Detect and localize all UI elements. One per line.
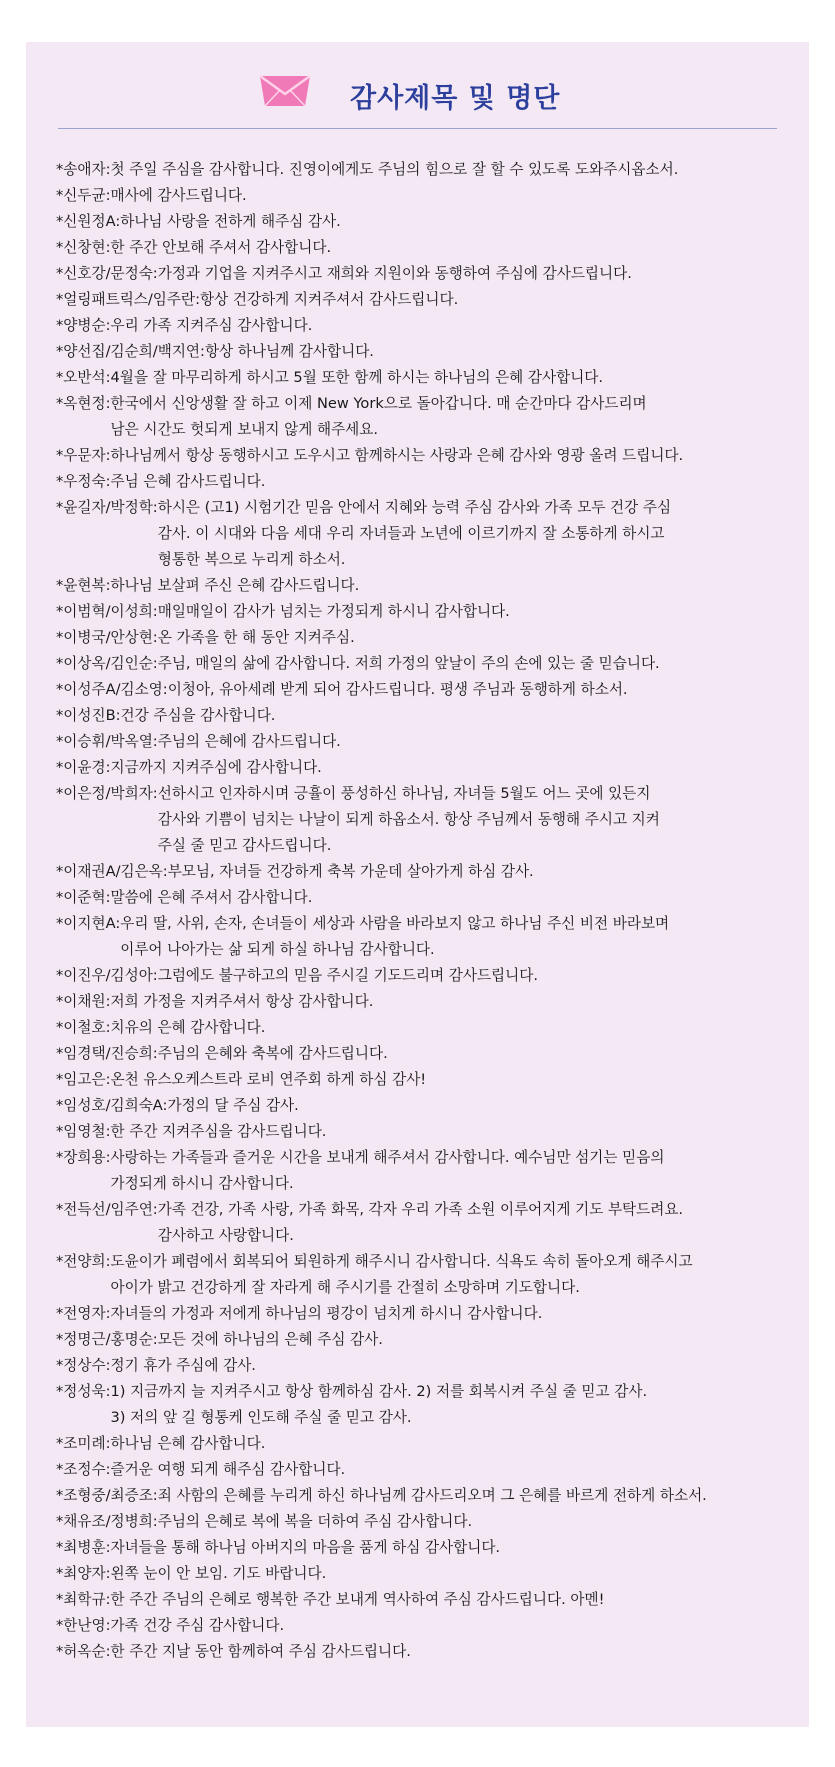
entry-text-line: 주님, 매일의 삶에 감사합니다. 저희 가정의 앞날이 주의 손에 있는 줄 믿습니다. [157, 655, 660, 672]
entry-text-line: 감사하고 사랑합니다. [157, 1227, 294, 1244]
entry-text-line: 가족 건강, 가족 사랑, 가족 화목, 각자 우리 가족 소원 이루어지게 기도 부탁드려요. [157, 1201, 684, 1218]
entry-text [111, 157, 796, 183]
entry-name: *옥현정: [56, 395, 111, 412]
list-item [56, 729, 796, 755]
list-item [56, 573, 796, 599]
entry-text [111, 1145, 796, 1197]
page-title: 감사제목 및 명단 [350, 83, 561, 114]
entry-name: *허옥순: [56, 1643, 111, 1660]
list-item [56, 1067, 796, 1093]
thanks-list [56, 157, 796, 1665]
entry-text-line: 지금까지 지켜주심에 감사합니다. [110, 759, 322, 776]
entry-name: *조형중/최증조: [56, 1487, 158, 1504]
list-item [56, 469, 796, 495]
entry-text-line: 우리 딸, 사위, 손자, 손녀들이 세상과 사람을 바라보지 않고 하나님 주신 비전 바라보며 [120, 915, 670, 932]
title-divider [58, 128, 777, 129]
list-item [56, 1353, 796, 1379]
list-item [56, 183, 796, 209]
list-item [56, 1249, 796, 1301]
entry-text-line: 부모님, 자녀들 건강하게 축복 가운데 살아가게 하심 감사. [167, 863, 534, 880]
entry-name: *얼링패트릭스/임주란: [56, 291, 201, 308]
entry-text-line: 이청아, 유아세례 받게 되어 감사드립니다. 평생 주님과 동행하게 하소서. [167, 681, 628, 698]
entry-text-line: 주님의 은혜로 복에 복을 더하여 주심 감사합니다. [157, 1513, 473, 1530]
entry-text [121, 703, 796, 729]
list-item [56, 1613, 796, 1639]
entry-name: *신원정A: [56, 213, 121, 230]
entry-text [158, 599, 796, 625]
entry-text-line: 가정과 기업을 지켜주시고 재희와 지원이와 동행하여 주심에 감사드립니다. [157, 265, 632, 282]
entry-name: *전영자: [56, 1305, 111, 1322]
list-item [56, 339, 796, 365]
entry-text-line: 주님의 은혜에 감사드립니다. [157, 733, 341, 750]
list-item [56, 677, 796, 703]
entry-text-line: 주실 줄 믿고 감사드립니다. [157, 837, 332, 854]
entry-text [158, 963, 796, 989]
list-item [56, 1509, 796, 1535]
list-item [56, 989, 796, 1015]
list-item [56, 1457, 796, 1483]
entry-text-line: 정기 휴가 주심에 감사. [110, 1357, 256, 1374]
entry-text [111, 365, 796, 391]
entry-name: *이성주A/김소영: [56, 681, 168, 698]
entry-name: *이진우/김성아: [56, 967, 158, 984]
entry-text [158, 625, 796, 651]
entry-text-line: 하나님께서 항상 동행하시고 도우시고 함께하시는 사랑과 은혜 감사와 영광 올려 드립니다. [110, 447, 684, 464]
entry-name: *이철호: [56, 1019, 111, 1036]
list-item [56, 1379, 796, 1431]
entry-text-line: 감사. 이 시대와 다음 세대 우리 자녀들과 노년에 이르기까지 잘 소통하게 하시고 [157, 525, 665, 542]
entry-name: *정명근/홍명순: [56, 1331, 158, 1348]
entry-text [111, 1015, 796, 1041]
entry-name: *이윤경: [56, 759, 111, 776]
entry-text [120, 209, 796, 235]
entry-text [111, 1613, 796, 1639]
entry-name: *임고은: [56, 1071, 111, 1088]
entry-text [158, 1509, 796, 1535]
entry-text [158, 261, 796, 287]
list-item [56, 1587, 796, 1613]
header [26, 42, 809, 132]
list-item [56, 781, 796, 859]
entry-text [111, 1431, 796, 1457]
entry-text [111, 1301, 796, 1327]
entry-text [111, 1535, 796, 1561]
entry-name: *우정숙: [56, 473, 111, 490]
list-item [56, 1301, 796, 1327]
entry-text [111, 183, 796, 209]
entry-text-line: 즐거운 여행 되게 해주심 감사합니다. [110, 1461, 346, 1478]
entry-name: *이상옥/김인순: [56, 655, 158, 672]
entry-text-line: 한 주간 안보해 주셔서 감사합니다. [110, 239, 332, 256]
entry-text [168, 677, 796, 703]
entry-name: *이지현A: [56, 915, 121, 932]
entry-name: *신두균: [56, 187, 111, 204]
entry-text-line: 남은 시간도 헛되게 보내지 않게 해주세요. [110, 421, 379, 438]
entry-name: *이재권A/김은옥: [56, 863, 168, 880]
list-item [56, 651, 796, 677]
entry-text-line: 사랑하는 가족들과 즐거운 시간을 보내게 해주셔서 감사합니다. 예수님만 섬기는 믿음의 [110, 1149, 665, 1166]
entry-text [111, 755, 796, 781]
entry-name: *이승휘/박옥열: [56, 733, 158, 750]
list-item [56, 261, 796, 287]
entry-text-line: 1) 지금까지 늘 지켜주시고 항상 함께하심 감사. 2) 저를 회복시켜 주실 줄 믿고 감사. [110, 1383, 648, 1400]
list-item [56, 1483, 796, 1509]
list-item [56, 703, 796, 729]
entry-text [111, 1457, 796, 1483]
entry-text [120, 911, 796, 963]
list-item [56, 1561, 796, 1587]
entry-name: *채유조/정병희: [56, 1513, 158, 1530]
list-item [56, 235, 796, 261]
entry-text-line: 한 주간 지날 동안 함께하여 주심 감사드립니다. [110, 1643, 411, 1660]
entry-text-line: 저희 가정을 지켜주셔서 항상 감사합니다. [110, 993, 374, 1010]
entry-name: *정상수: [56, 1357, 111, 1374]
entry-text-line: 자녀들을 통해 하나님 아버지의 마음을 품게 하심 감사합니다. [110, 1539, 501, 1556]
entry-text-line: 가정되게 하시니 감사합니다. [110, 1175, 294, 1192]
list-item [56, 755, 796, 781]
entry-name: *조미례: [56, 1435, 111, 1452]
entry-name: *윤길자/박정학: [56, 499, 158, 516]
entry-text-line: 모든 것에 하나님의 은혜 주심 감사. [157, 1331, 383, 1348]
entry-text-line: 한국에서 신앙생활 잘 하고 이제 New York으로 돌아갑니다. 매 순간마다 감사드리며 [110, 395, 647, 412]
entry-text-line: 주님의 은혜와 축복에 감사드립니다. [157, 1045, 388, 1062]
entry-text [200, 287, 796, 313]
entry-name: *임성호/김희숙A: [56, 1097, 168, 1114]
entry-text-line: 항상 건강하게 지켜주셔서 감사드립니다. [200, 291, 459, 308]
entry-text-line: 아이가 밝고 건강하게 잘 자라게 해 주시기를 간절히 소망하며 기도합니다. [110, 1279, 580, 1296]
entry-text [111, 1379, 796, 1431]
entry-name: *이준혁: [56, 889, 111, 906]
entry-text-line: 하시은 (고1) 시험기간 믿음 안에서 지혜와 능력 주심 감사와 가족 모두 건강 주심 [157, 499, 672, 516]
entry-text [111, 313, 796, 339]
entry-name: *이채원: [56, 993, 111, 1010]
entry-text-line: 자녀들의 가정과 저에게 하나님의 평강이 넘치게 하시니 감사합니다. [110, 1305, 543, 1322]
list-item [56, 313, 796, 339]
entry-text [158, 1483, 796, 1509]
entry-name: *전득선/임주연: [56, 1201, 158, 1218]
prayer-list-panel [26, 42, 809, 1727]
list-item [56, 157, 796, 183]
entry-name: *이범혁/이성희: [56, 603, 158, 620]
list-item [56, 963, 796, 989]
entry-text-line: 그럼에도 불구하고의 믿음 주시길 기도드리며 감사드립니다. [157, 967, 538, 984]
list-item [56, 1197, 796, 1249]
entry-name: *정성욱: [56, 1383, 111, 1400]
list-item [56, 911, 796, 963]
entry-name: *조정수: [56, 1461, 111, 1478]
entry-name: *윤현복: [56, 577, 111, 594]
entry-text-line: 가족 건강 주심 감사합니다. [110, 1617, 285, 1634]
entry-text-line: 매사에 감사드립니다. [110, 187, 247, 204]
entry-text [111, 1067, 796, 1093]
entry-name: *최학규: [56, 1591, 111, 1608]
entry-text-line: 온천 유스오케스트라 로비 연주회 하게 하심 감사! [110, 1071, 427, 1088]
list-item [56, 1041, 796, 1067]
list-item [56, 859, 796, 885]
entry-text-line: 왼쪽 눈이 안 보임. 기도 바랍니다. [110, 1565, 327, 1582]
entry-text [111, 1119, 796, 1145]
entry-text [205, 339, 796, 365]
list-item [56, 1119, 796, 1145]
entry-name: *이성진B: [56, 707, 121, 724]
entry-text [158, 1327, 796, 1353]
entry-text-line: 하나님 사랑을 전하게 해주심 감사. [120, 213, 341, 230]
list-item [56, 1327, 796, 1353]
entry-text-line: 치유의 은혜 감사합니다. [110, 1019, 266, 1036]
envelope-icon [258, 72, 312, 108]
list-item [56, 1093, 796, 1119]
list-item [56, 287, 796, 313]
entry-name: *우문자: [56, 447, 111, 464]
entry-text-line: 4월을 잘 마무리하게 하시고 5월 또한 함께 하시는 하나님의 은혜 감사합니다. [110, 369, 604, 386]
list-item [56, 365, 796, 391]
entry-text [111, 443, 796, 469]
entry-text [111, 1353, 796, 1379]
entry-text [111, 1561, 796, 1587]
entry-text-line: 주님 은혜 감사드립니다. [110, 473, 266, 490]
entry-text [158, 651, 796, 677]
entry-text [111, 235, 796, 261]
entry-name: *양선집/김순희/백지연: [56, 343, 205, 360]
list-item [56, 1431, 796, 1457]
entry-text-line: 한 주간 주님의 은혜로 행복한 주간 보내게 역사하여 주심 감사드립니다. 아멘! [110, 1591, 605, 1608]
entry-text-line: 죄 사함의 은혜를 누리게 하신 하나님께 감사드리오며 그 은혜를 바르게 전하게 하소서. [157, 1487, 707, 1504]
entry-text-line: 건강 주심을 감사합니다. [120, 707, 276, 724]
entry-text [158, 495, 796, 573]
entry-name: *오반석: [56, 369, 111, 386]
entry-text-line: 매일매일이 감사가 넘치는 가정되게 하시니 감사합니다. [157, 603, 510, 620]
entry-text-line: 우리 가족 지켜주심 감사합니다. [110, 317, 313, 334]
entry-text [168, 859, 796, 885]
entry-text [158, 1041, 796, 1067]
list-item [56, 495, 796, 573]
entry-name: *이은정/박희자: [56, 785, 158, 802]
entry-name: *장희용: [56, 1149, 111, 1166]
entry-text-line: 이루어 나아가는 삶 되게 하실 하나님 감사합니다. [120, 941, 435, 958]
entry-text [111, 1249, 796, 1301]
entry-text-line: 항상 하나님께 감사합니다. [204, 343, 374, 360]
entry-name: *양병순: [56, 317, 111, 334]
entry-text-line: 선하시고 인자하시며 긍휼이 풍성하신 하나님, 자녀들 5월도 어느 곳에 있든지 [157, 785, 651, 802]
entry-name: *전양희: [56, 1253, 111, 1270]
entry-text-line: 3) 저의 앞 길 형통케 인도해 주실 줄 믿고 감사. [110, 1409, 412, 1426]
list-item [56, 599, 796, 625]
entry-text [158, 1197, 796, 1249]
list-item [56, 1145, 796, 1197]
entry-name: *임경택/진승희: [56, 1045, 158, 1062]
list-item [56, 625, 796, 651]
entry-text-line: 한 주간 지켜주심을 감사드립니다. [110, 1123, 327, 1140]
entry-name: *임영철: [56, 1123, 111, 1140]
entry-text [158, 729, 796, 755]
entry-text [111, 885, 796, 911]
entry-text-line: 말씀에 은혜 주셔서 감사합니다. [110, 889, 313, 906]
entry-text-line: 첫 주일 주심을 감사합니다. 진영이에게도 주님의 힘으로 잘 할 수 있도록 도와주시옵소서. [110, 161, 679, 178]
list-item [56, 443, 796, 469]
entry-text [111, 573, 796, 599]
entry-text [111, 989, 796, 1015]
entry-text-line: 도윤이가 폐렴에서 회복되어 퇴원하게 해주시니 감사합니다. 식욕도 속히 돌아오게 해주시고 [110, 1253, 693, 1270]
entry-text [158, 781, 796, 859]
entry-text-line: 온 가족을 한 해 동안 지켜주심. [157, 629, 355, 646]
entry-text [111, 469, 796, 495]
entry-text-line: 감사와 기쁨이 넘치는 나날이 되게 하옵소서. 항상 주님께서 동행해 주시고 지켜 [157, 811, 660, 828]
entry-text [111, 391, 796, 443]
entry-name: *신창현: [56, 239, 111, 256]
entry-text [111, 1587, 796, 1613]
entry-text [167, 1093, 796, 1119]
list-item [56, 1015, 796, 1041]
list-item [56, 209, 796, 235]
list-item [56, 1639, 796, 1665]
list-item [56, 391, 796, 443]
entry-name: *신호강/문정숙: [56, 265, 158, 282]
entry-text-line: 하나님 은혜 감사합니다. [110, 1435, 266, 1452]
entry-name: *최양자: [56, 1565, 111, 1582]
entry-name: *최병훈: [56, 1539, 111, 1556]
entry-text-line: 하나님 보살펴 주신 은혜 감사드립니다. [110, 577, 360, 594]
entry-text-line: 가정의 달 주심 감사. [167, 1097, 299, 1114]
entry-name: *송애자: [56, 161, 111, 178]
entry-text-line: 형통한 복으로 누리게 하소서. [157, 551, 346, 568]
list-item [56, 885, 796, 911]
entry-name: *이병국/안상현: [56, 629, 158, 646]
entry-text [111, 1639, 796, 1665]
entry-name: *한난영: [56, 1617, 111, 1634]
list-item [56, 1535, 796, 1561]
